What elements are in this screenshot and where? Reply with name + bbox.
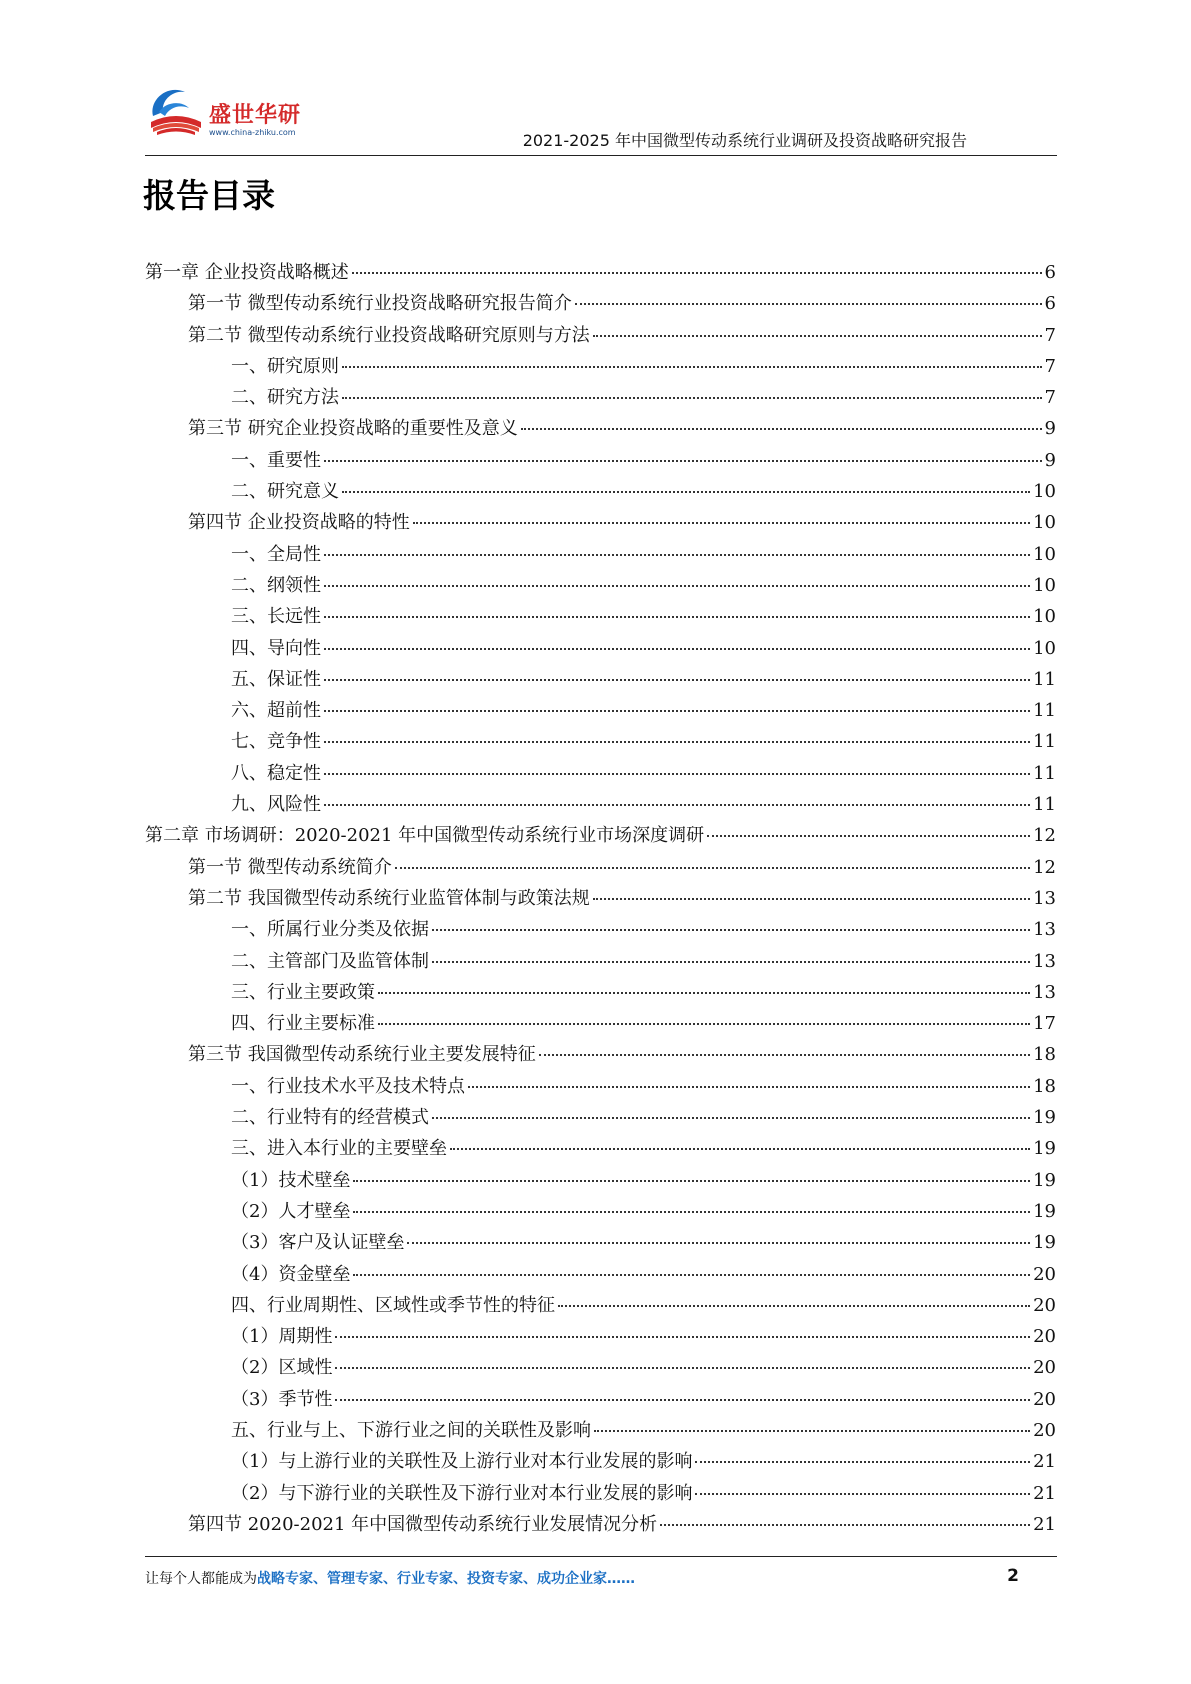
brand-logo (145, 78, 315, 148)
toc-page-number: 10 (1033, 512, 1056, 534)
logo-emblem-icon (145, 82, 207, 144)
toc-page-number: 20 (1033, 1326, 1056, 1348)
toc-dot-leader (695, 1492, 1030, 1495)
toc-entry[interactable] (145, 1228, 1056, 1259)
toc-entry-label: 一、重要性 (231, 449, 321, 471)
toc-entry[interactable] (145, 602, 1056, 633)
toc-page-number: 11 (1033, 731, 1056, 753)
toc-dot-leader (521, 427, 1042, 430)
toc-entry[interactable] (145, 1447, 1056, 1478)
toc-page-number: 7 (1044, 355, 1056, 377)
toc-entry-label: 二、研究意义 (231, 481, 339, 503)
toc-page-number: 7 (1044, 324, 1056, 346)
toc-dot-leader (594, 1429, 1030, 1432)
toc-page-number: 20 (1033, 1263, 1056, 1285)
toc-page-number: 10 (1033, 543, 1056, 565)
toc-dot-leader (353, 1210, 1030, 1213)
toc-dot-leader (395, 866, 1030, 869)
toc-entry-label: 一、所属行业分类及依据 (231, 919, 429, 941)
toc-entry[interactable] (145, 446, 1056, 477)
toc-entry[interactable] (145, 1510, 1056, 1541)
slogan-highlight: 战略专家、管理专家、行业专家、投资专家、成功企业家…… (257, 1571, 635, 1587)
toc-dot-leader (432, 1116, 1030, 1119)
toc-dot-leader (324, 803, 1030, 806)
toc-page-number: 10 (1033, 574, 1056, 596)
toc-entry[interactable] (145, 1134, 1056, 1165)
toc-page-number: 19 (1033, 1169, 1056, 1191)
toc-dot-leader (324, 772, 1030, 775)
toc-dot-leader (432, 960, 1030, 963)
table-of-contents (145, 258, 1056, 1541)
page-number: 2 (1007, 1566, 1019, 1586)
toc-entry[interactable] (145, 1166, 1056, 1197)
toc-page-number: 7 (1044, 387, 1056, 409)
toc-entry-label: 第三节 研究企业投资战略的重要性及意义 (188, 418, 518, 440)
toc-entry[interactable] (145, 1260, 1056, 1291)
toc-dot-leader (342, 365, 1042, 368)
toc-entry-label: 二、研究方法 (231, 387, 339, 409)
toc-entry[interactable] (145, 1353, 1056, 1384)
toc-dot-leader (335, 1398, 1030, 1401)
toc-entry[interactable] (145, 1416, 1056, 1447)
toc-entry[interactable] (145, 790, 1056, 821)
page-title: 报告目录 (143, 176, 275, 215)
toc-page-number: 17 (1033, 1013, 1056, 1035)
toc-entry-label: （2）人才壁垒 (231, 1200, 351, 1222)
brand-name: 盛世华研 (209, 103, 302, 128)
toc-entry-label: 第三节 我国微型传动系统行业主要发展特征 (188, 1044, 536, 1066)
toc-entry-label: （1）与上游行业的关联性及上游行业对本行业发展的影响 (231, 1451, 693, 1473)
toc-dot-leader (468, 1085, 1030, 1088)
toc-entry[interactable] (145, 1291, 1056, 1322)
toc-dot-leader (324, 709, 1030, 712)
toc-dot-leader (407, 1241, 1030, 1244)
toc-page-number: 13 (1033, 981, 1056, 1003)
toc-entry[interactable] (145, 1103, 1056, 1134)
toc-entry-label: 第四节 2020-2021 年中国微型传动系统行业发展情况分析 (188, 1513, 658, 1535)
toc-page-number: 21 (1033, 1451, 1056, 1473)
toc-page-number: 11 (1033, 700, 1056, 722)
toc-entry-label: 二、行业特有的经营模式 (231, 1107, 429, 1129)
toc-page-number: 19 (1033, 1107, 1056, 1129)
toc-dot-leader (342, 396, 1042, 399)
brand-url: www.china-zhiku.com (209, 128, 296, 137)
toc-dot-leader (353, 1273, 1030, 1276)
toc-entry-label: （1）技术壁垒 (231, 1169, 351, 1191)
toc-entry[interactable] (145, 884, 1056, 915)
toc-entry[interactable] (145, 727, 1056, 758)
toc-page-number: 10 (1033, 481, 1056, 503)
toc-dot-leader (324, 678, 1030, 681)
toc-entry-label: 一、行业技术水平及技术特点 (231, 1075, 465, 1097)
toc-entry[interactable] (145, 1072, 1056, 1103)
toc-dot-leader (450, 1147, 1030, 1150)
toc-entry-label: （2）区域性 (231, 1357, 333, 1379)
toc-entry[interactable] (145, 414, 1056, 445)
toc-page-number: 10 (1033, 606, 1056, 628)
toc-dot-leader (539, 1053, 1030, 1056)
toc-entry[interactable] (145, 571, 1056, 602)
toc-entry[interactable] (145, 258, 1056, 289)
toc-entry-label: 一、研究原则 (231, 355, 339, 377)
toc-dot-leader (378, 991, 1030, 994)
toc-entry[interactable] (145, 289, 1056, 320)
toc-entry[interactable] (145, 915, 1056, 946)
toc-entry-label: 第一节 微型传动系统行业投资战略研究报告简介 (188, 293, 572, 315)
toc-page-number: 19 (1033, 1200, 1056, 1222)
toc-dot-leader (324, 615, 1030, 618)
toc-page-number: 11 (1033, 762, 1056, 784)
toc-dot-leader (342, 490, 1030, 493)
toc-dot-leader (432, 928, 1030, 931)
toc-entry[interactable] (145, 1385, 1056, 1416)
toc-dot-leader (324, 584, 1030, 587)
toc-entry-label: （3）客户及认证壁垒 (231, 1232, 405, 1254)
toc-entry-label: 第一节 微型传动系统简介 (188, 856, 392, 878)
toc-entry-label: 八、稳定性 (231, 762, 321, 784)
toc-entry[interactable] (145, 321, 1056, 352)
toc-dot-leader (593, 897, 1030, 900)
toc-entry-label: 四、导向性 (231, 637, 321, 659)
toc-page-number: 6 (1044, 262, 1056, 283)
toc-entry-label: 二、纲领性 (231, 574, 321, 596)
toc-page-number: 12 (1033, 856, 1056, 878)
toc-entry[interactable] (145, 1009, 1056, 1040)
toc-page-number: 11 (1033, 794, 1056, 816)
toc-entry-label: 七、竞争性 (231, 731, 321, 753)
toc-entry[interactable] (145, 1040, 1056, 1071)
toc-page-number: 6 (1044, 293, 1056, 315)
toc-entry-label: 第二节 微型传动系统行业投资战略研究原则与方法 (188, 324, 590, 346)
toc-entry-label: （1）周期性 (231, 1326, 333, 1348)
toc-page-number: 20 (1033, 1388, 1056, 1410)
toc-entry[interactable] (145, 540, 1056, 571)
toc-entry-label: 一、全局性 (231, 543, 321, 565)
toc-entry-label: 五、行业与上、下游行业之间的关联性及影响 (231, 1419, 591, 1441)
toc-dot-leader (660, 1523, 1030, 1526)
toc-entry-label: 九、风险性 (231, 794, 321, 816)
toc-dot-leader (324, 647, 1030, 650)
footer-divider (145, 1556, 1057, 1557)
toc-dot-leader (575, 302, 1042, 305)
toc-entry[interactable] (145, 1197, 1056, 1228)
footer-slogan (145, 1568, 635, 1588)
toc-entry-label: 四、行业主要标准 (231, 1013, 375, 1035)
page-header (145, 78, 1057, 158)
toc-entry[interactable] (145, 821, 1056, 852)
toc-page-number: 20 (1033, 1357, 1056, 1379)
toc-page-number: 20 (1033, 1419, 1056, 1441)
toc-entry-label: （2）与下游行业的关联性及下游行业对本行业发展的影响 (231, 1482, 693, 1504)
toc-entry-label: 三、行业主要政策 (231, 981, 375, 1003)
toc-entry[interactable] (145, 508, 1056, 539)
toc-entry-label: 第四节 企业投资战略的特性 (188, 512, 410, 534)
toc-dot-leader (324, 459, 1042, 462)
toc-entry-label: 第二节 我国微型传动系统行业监管体制与政策法规 (188, 887, 590, 909)
toc-page-number: 12 (1033, 825, 1056, 847)
toc-entry[interactable] (145, 477, 1056, 508)
toc-dot-leader (593, 334, 1042, 337)
toc-dot-leader (378, 1022, 1030, 1025)
toc-entry[interactable] (145, 696, 1056, 727)
toc-page-number: 10 (1033, 637, 1056, 659)
toc-entry-label: 三、进入本行业的主要壁垒 (231, 1138, 447, 1160)
toc-page-number: 18 (1033, 1075, 1056, 1097)
toc-entry-label: 第二章 市场调研：2020-2021 年中国微型传动系统行业市场深度调研 (145, 825, 705, 847)
toc-dot-leader (413, 521, 1030, 524)
slogan-prefix: 让每个人都能成为 (145, 1571, 257, 1587)
toc-dot-leader (695, 1460, 1030, 1463)
toc-page-number: 21 (1033, 1513, 1056, 1535)
toc-page-number: 13 (1033, 919, 1056, 941)
toc-entry-label: 三、长远性 (231, 606, 321, 628)
toc-entry-label: 第一章 企业投资战略概述 (145, 262, 349, 283)
toc-entry[interactable] (145, 978, 1056, 1009)
toc-page-number: 19 (1033, 1232, 1056, 1254)
toc-page-number: 19 (1033, 1138, 1056, 1160)
toc-page-number: 9 (1044, 418, 1056, 440)
toc-entry[interactable] (145, 352, 1056, 383)
toc-page-number: 13 (1033, 950, 1056, 972)
toc-dot-leader (324, 740, 1030, 743)
toc-page-number: 9 (1044, 449, 1056, 471)
toc-entry[interactable] (145, 1479, 1056, 1510)
toc-page-number: 11 (1033, 668, 1056, 690)
toc-entry-label: （4）资金壁垒 (231, 1263, 351, 1285)
toc-dot-leader (353, 1179, 1030, 1182)
toc-page-number: 21 (1033, 1482, 1056, 1504)
toc-dot-leader (558, 1304, 1030, 1307)
toc-dot-leader (324, 553, 1030, 556)
toc-entry[interactable] (145, 1322, 1056, 1353)
toc-entry[interactable] (145, 853, 1056, 884)
toc-dot-leader (335, 1366, 1030, 1369)
toc-dot-leader (335, 1335, 1030, 1338)
toc-entry-label: 五、保证性 (231, 668, 321, 690)
toc-entry[interactable] (145, 383, 1056, 414)
toc-entry-label: 四、行业周期性、区域性或季节性的特征 (231, 1294, 555, 1316)
toc-page-number: 18 (1033, 1044, 1056, 1066)
toc-dot-leader (707, 834, 1030, 837)
header-divider (145, 155, 1057, 156)
toc-page-number: 13 (1033, 887, 1056, 909)
toc-entry[interactable] (145, 947, 1056, 978)
toc-dot-leader (352, 271, 1042, 274)
toc-page-number: 20 (1033, 1294, 1056, 1316)
toc-entry[interactable] (145, 759, 1056, 790)
report-title: 2021-2025 年中国微型传动系统行业调研及投资战略研究报告 (522, 131, 967, 150)
toc-entry[interactable] (145, 665, 1056, 696)
toc-entry[interactable] (145, 634, 1056, 665)
toc-entry-label: 六、超前性 (231, 700, 321, 722)
toc-entry-label: （3）季节性 (231, 1388, 333, 1410)
toc-entry-label: 二、主管部门及监管体制 (231, 950, 429, 972)
